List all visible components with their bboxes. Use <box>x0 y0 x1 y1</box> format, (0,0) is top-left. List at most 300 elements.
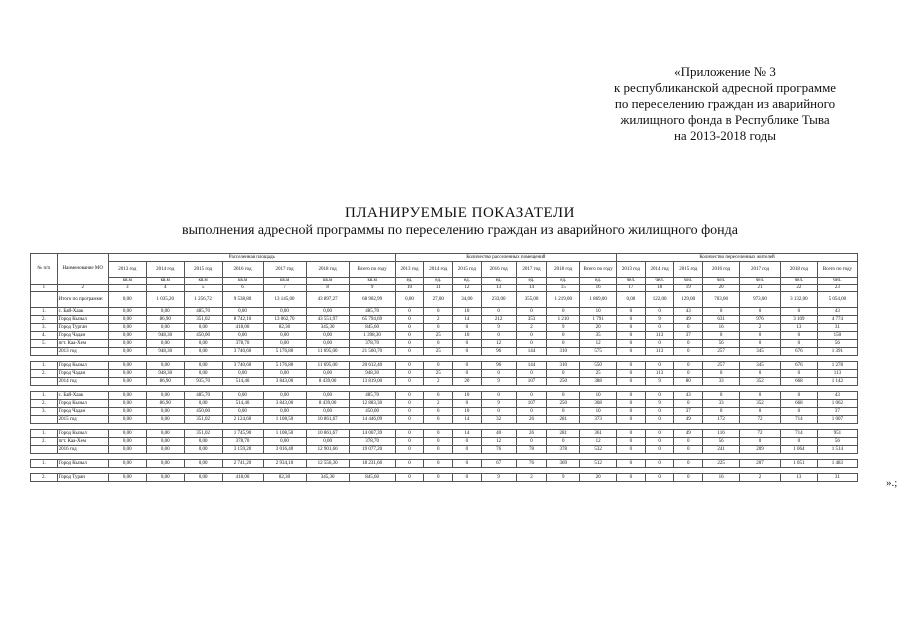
table-cell: 257 <box>703 348 740 356</box>
table-cell: 0 <box>674 348 703 356</box>
table-cell: 2 <box>424 400 453 408</box>
table-cell: 13 819,00 <box>349 378 395 386</box>
table-cell: 10 <box>580 392 617 400</box>
table-cell: 345 <box>740 362 781 370</box>
table-cell: 378,70 <box>222 340 263 348</box>
table-cell: 0 <box>674 460 703 468</box>
table-cell: 0 <box>617 324 646 332</box>
table-cell: 56 <box>703 438 740 446</box>
table-cell: 56 <box>703 340 740 348</box>
table-cell: 34,00 <box>453 292 482 308</box>
table-cell: 485,70 <box>349 308 395 316</box>
header-year: 2017 год <box>516 262 547 278</box>
table-cell: 973,00 <box>740 292 781 308</box>
table-cell: 351,02 <box>184 316 222 324</box>
table-cell: 0 <box>645 362 674 370</box>
table-cell: 13 145,00 <box>263 292 306 308</box>
table-cell: 0,00 <box>222 370 263 378</box>
annex-line: по переселению граждан из аварийного <box>614 96 836 111</box>
table-cell: 0 <box>645 392 674 400</box>
table-row <box>31 348 858 356</box>
table-cell: 0 <box>645 408 674 416</box>
table-cell: 0 <box>780 408 817 416</box>
table-cell: 1 514 <box>817 446 857 454</box>
table-cell: 12 <box>580 340 617 348</box>
table-cell: 0 <box>453 438 482 446</box>
header-colnum: 17 <box>617 285 646 292</box>
table-cell: 13 <box>780 474 817 482</box>
table-cell: 0,00 <box>108 348 146 356</box>
row-name: Город Турган <box>57 324 108 332</box>
table-cell: 948,30 <box>146 332 184 340</box>
table-cell: 19 077,20 <box>349 446 395 454</box>
table-row <box>31 460 858 468</box>
table-cell: 0 <box>424 460 453 468</box>
table-cell: 0 <box>395 446 424 454</box>
table-cell: 514,40 <box>222 400 263 408</box>
table-cell: 0 <box>617 400 646 408</box>
table-cell: 0 <box>740 392 781 400</box>
table-cell: 113 <box>817 370 857 378</box>
table-cell: 0 <box>424 474 453 482</box>
table-cell: 16 <box>703 474 740 482</box>
table-cell: 9 <box>481 400 516 408</box>
header-unit: кв.м <box>222 278 263 285</box>
table-cell: 0 <box>780 332 817 340</box>
table-cell: 9 <box>481 378 516 386</box>
table-cell: 8 742,10 <box>222 316 263 324</box>
table-cell: 14 <box>453 316 482 324</box>
header-rooms: Количество расселенных помещений <box>395 254 616 262</box>
table-cell: 0,00 <box>306 370 349 378</box>
table-cell: 56 <box>817 340 857 348</box>
table-cell: 0 <box>516 332 547 340</box>
table-cell: 2 741,20 <box>222 460 263 468</box>
table-cell: 14 <box>453 430 482 438</box>
table-cell: 0 <box>453 460 482 468</box>
table-cell: 1 869,00 <box>580 292 617 308</box>
table-row <box>31 362 858 370</box>
table-cell: 2 <box>424 316 453 324</box>
table-cell: 18 231,60 <box>349 460 395 468</box>
table-cell: 1 210 <box>547 316 580 324</box>
header-year: Всего по году <box>349 262 395 278</box>
table-cell: 0 <box>645 416 674 424</box>
table-cell: 3 016,40 <box>263 446 306 454</box>
table-row <box>31 400 858 408</box>
table-cell: 0,00 <box>395 292 424 308</box>
table-cell: 31 <box>817 324 857 332</box>
table-cell: 0 <box>424 340 453 348</box>
table-cell: 0 <box>780 370 817 378</box>
table-cell: 0 <box>395 430 424 438</box>
table-cell: 250 <box>547 378 580 386</box>
table-cell: 0 <box>395 332 424 340</box>
table-cell: 212 <box>481 316 516 324</box>
table-cell: 43 <box>674 308 703 316</box>
annex-line: «Приложение № 3 <box>674 64 776 79</box>
table-cell: 0 <box>703 392 740 400</box>
header-unit: чел. <box>780 278 817 285</box>
table-cell: 5 176,80 <box>263 362 306 370</box>
header-unit: ед. <box>395 278 424 285</box>
row-name: пгт. Каа-Хем <box>57 340 108 348</box>
table-cell: 0 <box>547 392 580 400</box>
table-cell: 0 <box>617 370 646 378</box>
table-cell: 0 <box>453 370 482 378</box>
row-number: 1. <box>31 362 58 370</box>
table-cell: 0 <box>617 340 646 348</box>
table-cell: 0 <box>645 460 674 468</box>
table-cell: 1 142 <box>817 378 857 386</box>
table-cell: 0,00 <box>263 332 306 340</box>
header-year: 2014 год <box>424 262 453 278</box>
table-cell: 0,00 <box>146 362 184 370</box>
table-cell: 3 109 <box>780 316 817 324</box>
header-unit: ед. <box>580 278 617 285</box>
table-cell: 1 219,00 <box>547 292 580 308</box>
header-unit: кв.м <box>349 278 395 285</box>
table-cell: 0 <box>780 340 817 348</box>
table-cell: 714 <box>780 430 817 438</box>
table-cell: 0 <box>617 362 646 370</box>
table-cell: 0,00 <box>146 392 184 400</box>
header-colnum: 4 <box>146 285 184 292</box>
table-cell: 4 774 <box>817 316 857 324</box>
row-name: Город Кызыл <box>57 400 108 408</box>
table-cell: 43 897,27 <box>306 292 349 308</box>
table-cell: 0,00 <box>184 362 222 370</box>
header-unit: чел. <box>617 278 646 285</box>
table-cell: 368 <box>580 400 617 408</box>
table-cell: 703,00 <box>703 292 740 308</box>
table-cell: 948,30 <box>146 370 184 378</box>
table-cell: 1 108,50 <box>263 430 306 438</box>
table-cell: 113 <box>645 370 674 378</box>
row-number <box>31 292 58 308</box>
table-cell: 10 861,67 <box>306 430 349 438</box>
table-cell: 0 <box>547 438 580 446</box>
table-cell: 0 <box>617 446 646 454</box>
table-cell: 0,00 <box>306 332 349 340</box>
table-cell: 32 <box>481 416 516 424</box>
table-cell: 37 <box>674 332 703 340</box>
table-cell: 0 <box>424 438 453 446</box>
header-colnum: 22 <box>780 285 817 292</box>
table-cell: 0 <box>703 370 740 378</box>
table-cell: 0 <box>547 340 580 348</box>
table-cell: 9 <box>481 474 516 482</box>
header-year: 2018 год <box>547 262 580 278</box>
table-cell: 37 <box>817 408 857 416</box>
table-cell: 0 <box>780 438 817 446</box>
row-number <box>31 446 58 454</box>
table-cell: 0 <box>780 308 817 316</box>
table-cell: 10 <box>580 308 617 316</box>
table-cell: 352 <box>740 400 781 408</box>
header-num: № п/п <box>31 254 58 285</box>
table-cell: 668 <box>780 378 817 386</box>
table-cell: 1 256,72 <box>184 292 222 308</box>
table-cell: 78 <box>516 446 547 454</box>
table-cell: 0,00 <box>146 408 184 416</box>
header-year: 2018 год <box>780 262 817 278</box>
table-cell: 0 <box>516 340 547 348</box>
table-cell: 82,30 <box>263 324 306 332</box>
table-cell: 0 <box>740 340 781 348</box>
header-people: Количество переселенных жителей <box>617 254 858 262</box>
table-cell: 25 <box>424 332 453 340</box>
table-cell: 345,30 <box>306 324 349 332</box>
table-cell: 0,00 <box>306 408 349 416</box>
table-cell: 1 108,50 <box>263 416 306 424</box>
table-cell: 0,00 <box>263 438 306 446</box>
table-cell: 0 <box>703 332 740 340</box>
annex-line: к республиканской адресной программе <box>613 80 837 95</box>
table-cell: 0 <box>395 324 424 332</box>
table-cell: 0,00 <box>263 408 306 416</box>
table-cell: 129,00 <box>674 292 703 308</box>
table-cell: 0,00 <box>108 400 146 408</box>
header-unit: ед. <box>516 278 547 285</box>
table-cell: 0 <box>453 474 482 482</box>
table-cell: 0 <box>547 308 580 316</box>
table-cell: 845,60 <box>349 324 395 332</box>
table-cell: 0 <box>395 308 424 316</box>
table-cell: 10 <box>453 392 482 400</box>
table-cell: 172 <box>703 416 740 424</box>
header-colnum: 6 <box>222 285 263 292</box>
table-cell: 575 <box>580 348 617 356</box>
row-name: Город Чадан <box>57 408 108 416</box>
table-cell: 0 <box>617 408 646 416</box>
table-cell: 0 <box>424 392 453 400</box>
table-cell: 14 067,39 <box>349 430 395 438</box>
table-cell: 0 <box>424 416 453 424</box>
table-cell: 14 <box>453 416 482 424</box>
table-cell: 0,00 <box>108 308 146 316</box>
row-name: Город Туран <box>57 474 108 482</box>
table-cell: 0 <box>703 408 740 416</box>
table-cell: 0,00 <box>108 460 146 468</box>
table-cell: 532 <box>580 446 617 454</box>
table-cell: 345 <box>740 348 781 356</box>
table-cell: 0 <box>645 340 674 348</box>
header-colnum: 16 <box>580 285 617 292</box>
table-cell: 676 <box>780 362 817 370</box>
table-cell: 0 <box>645 308 674 316</box>
table-cell: 352 <box>740 378 781 386</box>
header-unit: кв.м <box>146 278 184 285</box>
table-cell: 3 843,00 <box>263 378 306 386</box>
table-cell: 0 <box>516 408 547 416</box>
table-cell: 0 <box>395 378 424 386</box>
table-cell: 0 <box>645 430 674 438</box>
indicators-table <box>30 253 858 482</box>
table-cell: 378 <box>547 446 580 454</box>
table-cell: 0 <box>740 408 781 416</box>
table-cell: 1 391 <box>817 348 857 356</box>
header-unit: чел. <box>817 278 857 285</box>
row-number: 3. <box>31 324 58 332</box>
table-cell: 0 <box>481 332 516 340</box>
header-unit: кв.м <box>306 278 349 285</box>
header-year: 2017 год <box>740 262 781 278</box>
row-number: 2. <box>31 316 58 324</box>
table-cell: 0 <box>617 316 646 324</box>
table-cell: 1 745,90 <box>222 430 263 438</box>
table-cell: 0 <box>453 324 482 332</box>
table-cell: 0 <box>674 438 703 446</box>
table-cell: 3 740,60 <box>222 348 263 356</box>
table-cell: 11 695,00 <box>306 362 349 370</box>
table-cell: 207 <box>740 460 781 468</box>
table-cell: 281 <box>547 416 580 424</box>
table-row <box>31 474 858 482</box>
table-cell: 0 <box>453 362 482 370</box>
table-cell: 86,90 <box>146 316 184 324</box>
table-cell: 450,00 <box>349 408 395 416</box>
table-row <box>31 316 858 324</box>
table-cell: 714 <box>780 416 817 424</box>
table-cell: 0 <box>617 348 646 356</box>
table-cell: 0 <box>547 408 580 416</box>
document-title <box>100 204 820 239</box>
table-cell: 345,30 <box>306 474 349 482</box>
table-cell: 0 <box>395 370 424 378</box>
table-cell: 0 <box>780 392 817 400</box>
annex-line: на 2013-2018 годы <box>673 128 777 143</box>
header-colnum: 15 <box>547 285 580 292</box>
table-cell: 0,00 <box>108 408 146 416</box>
header-year: 2015 год <box>453 262 482 278</box>
table-cell: 512 <box>580 460 617 468</box>
table-cell: 0,00 <box>108 370 146 378</box>
table-cell: 25 <box>580 370 617 378</box>
table-cell: 250 <box>547 400 580 408</box>
table-cell: 450,00 <box>184 408 222 416</box>
row-name: Итого по программе: <box>57 292 108 308</box>
table-cell: 355,00 <box>516 292 547 308</box>
table-cell: 43 <box>817 308 857 316</box>
table-cell: 68 902,99 <box>349 292 395 308</box>
table-cell: 351,02 <box>184 416 222 424</box>
table-cell: 9 <box>645 378 674 386</box>
table-cell: 27,00 <box>424 292 453 308</box>
row-number: 2. <box>31 370 58 378</box>
row-name: 2016 год <box>57 446 108 454</box>
row-name: Город Кызыл <box>57 362 108 370</box>
table-cell: 0 <box>395 400 424 408</box>
table-row <box>31 370 858 378</box>
table-cell: 49 <box>674 316 703 324</box>
table-cell: 0 <box>703 308 740 316</box>
table-cell: 0 <box>424 446 453 454</box>
header-unit: чел. <box>674 278 703 285</box>
table-cell: 241 <box>703 446 740 454</box>
row-number: 5. <box>31 340 58 348</box>
table-cell: 65 794,69 <box>349 316 395 324</box>
table-row <box>31 292 858 308</box>
table-cell: 12 <box>580 438 617 446</box>
table-cell: 13 062,70 <box>263 316 306 324</box>
header-unit: чел. <box>645 278 674 285</box>
row-number: 1. <box>31 392 58 400</box>
row-number: 1. <box>31 308 58 316</box>
table-cell: 0 <box>674 324 703 332</box>
table-cell: 0 <box>740 370 781 378</box>
row-name: 2013 год <box>57 348 108 356</box>
table-cell: 0,00 <box>108 416 146 424</box>
table-cell: 12 883,30 <box>349 400 395 408</box>
row-name: Город Кызыл <box>57 460 108 468</box>
table-cell: 0,00 <box>108 438 146 446</box>
table-cell: 9 <box>645 316 674 324</box>
table-cell: 20 612,40 <box>349 362 395 370</box>
table-cell: 631 <box>703 316 740 324</box>
table-cell: 12 901,60 <box>306 446 349 454</box>
table-cell: 0,00 <box>108 332 146 340</box>
table-cell: 0,00 <box>146 438 184 446</box>
header-unit: кв.м <box>184 278 222 285</box>
table-cell: 0,00 <box>146 324 184 332</box>
header-year: Всего по году <box>817 262 857 278</box>
header-colnum: 12 <box>453 285 482 292</box>
table-cell: 845,60 <box>349 474 395 482</box>
table-cell: 0 <box>481 308 516 316</box>
table-cell: 12 <box>481 340 516 348</box>
table-cell: 0,00 <box>108 362 146 370</box>
table-cell: 0 <box>645 438 674 446</box>
table-cell: 49 <box>674 416 703 424</box>
row-name: Город Чадан <box>57 332 108 340</box>
table-cell: 9 <box>547 324 580 332</box>
table-cell: 418,00 <box>222 474 263 482</box>
table-row <box>31 324 858 332</box>
table-cell: 0,00 <box>146 416 184 424</box>
table-cell: 0 <box>645 324 674 332</box>
table-cell: 0 <box>674 400 703 408</box>
table-cell: 3 159,20 <box>222 446 263 454</box>
table-cell: 0 <box>674 446 703 454</box>
table-cell: 0,00 <box>263 370 306 378</box>
table-cell: 257 <box>703 362 740 370</box>
row-number <box>31 348 58 356</box>
table-cell: 2 <box>516 474 547 482</box>
table-cell: 948,30 <box>349 370 395 378</box>
table-cell: 0 <box>481 370 516 378</box>
table-cell: 0 <box>424 324 453 332</box>
table-cell: 122,00 <box>645 292 674 308</box>
table-cell: 233,00 <box>481 292 516 308</box>
table-cell: 10 861,67 <box>306 416 349 424</box>
header-unit: ед. <box>481 278 516 285</box>
table-cell: 1 791 <box>580 316 617 324</box>
table-row <box>31 392 858 400</box>
table-cell: 948,30 <box>146 348 184 356</box>
table-cell: 0,00 <box>617 292 646 308</box>
table-cell: 0 <box>395 408 424 416</box>
table-cell: 37 <box>674 408 703 416</box>
table-row <box>31 340 858 348</box>
table-cell: 0 <box>740 308 781 316</box>
table-row <box>31 416 858 424</box>
header-year: 2017 год <box>263 262 306 278</box>
table-cell: 0,00 <box>222 308 263 316</box>
table-cell: 0,00 <box>184 340 222 348</box>
header-name: Наименование МО <box>57 254 108 285</box>
table-cell: 0,00 <box>184 400 222 408</box>
